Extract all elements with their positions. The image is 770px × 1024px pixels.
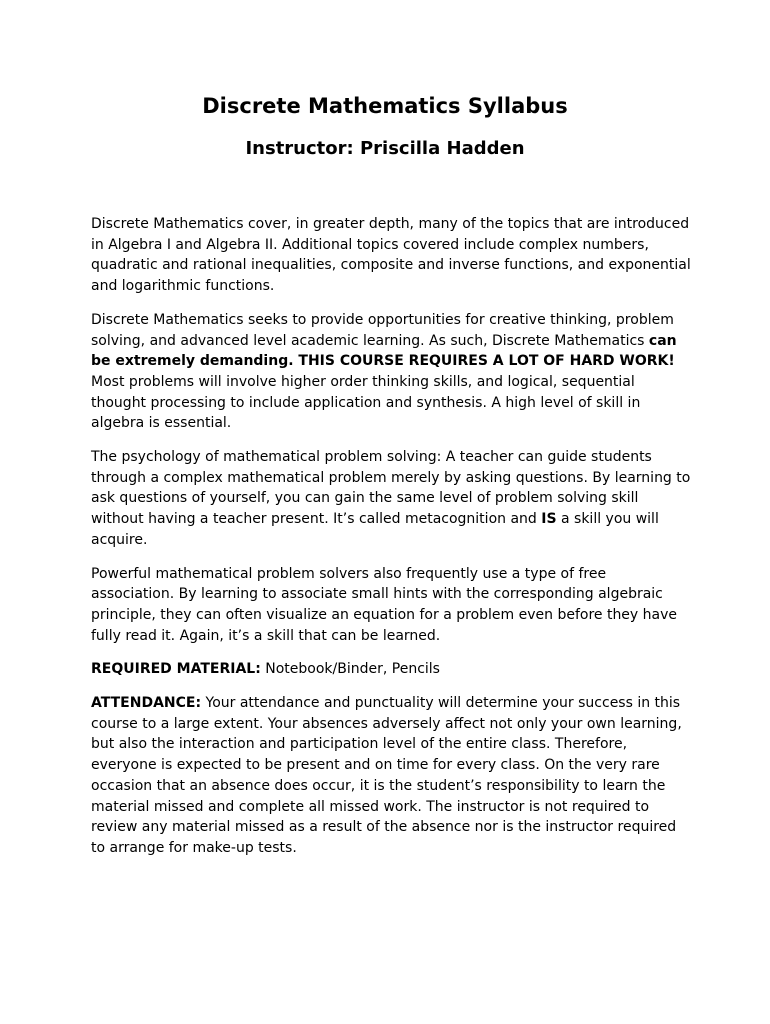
section-label-required-material: REQUIRED MATERIAL: [91, 661, 261, 678]
section-label-attendance: ATTENDANCE: [91, 695, 202, 712]
paragraph-text: Your attendance and punctuality will determine your success in this course to a large extent. Your absences adversely affect not only your own learning, but also the interaction and participation level of the entire class. Therefore, everyone is expected to be present and on time for every class. On the very rare occasion that an absence does occur, it is the student’s responsibility to learn the material missed and complete all missed work. The instructor is not required to review any material missed as a result of the absence nor is the instructor required to arrange for make-up tests. [91, 695, 682, 856]
paragraph-text: Notebook/Binder, Pencils [260, 661, 440, 678]
paragraph-text: Discrete Mathematics seeks to provide opportunities for creative thinking, problem solving, and advanced level academic learning. As such, Discrete Mathematics [91, 311, 674, 349]
paragraph-emphasis: can be extremely demanding. THIS COURSE REQUIRES A LOT OF HARD WORK! [91, 332, 677, 370]
instructor-line: Instructor: Priscilla Hadden [245, 138, 525, 159]
paragraph-text: Powerful mathematical problem solvers also frequently use a type of free association. By learning to associate small hints with the corresponding algebraic principle, they can often visualize an equation for a problem even before they have fully read it. Again, it’s a skill that can be learned. [91, 565, 678, 644]
paragraph-course-demands [91, 310, 691, 434]
document-title: Discrete Mathematics Syllabus [202, 94, 568, 118]
paragraph-attendance [91, 693, 691, 859]
paragraph-text: a skill you will acquire. [91, 511, 659, 548]
paragraph-course-overview [91, 214, 691, 297]
paragraph-required-material [91, 659, 691, 680]
paragraph-emphasis: IS [541, 511, 557, 528]
paragraph-text: Most problems will involve higher order thinking skills, and logical, sequential thought processing to include application and synthesis. A high level of skill in algebra is essential. [91, 373, 641, 432]
paragraph-problem-solving [91, 447, 691, 551]
paragraph-free-association [91, 564, 691, 647]
paragraph-text: Discrete Mathematics cover, in greater depth, many of the topics that are introduced in Algebra I and Algebra II. Additional topics covered include complex numbers, quadratic and rational inequalities, composite and inverse functions, and exponential and logarithmic functions. [91, 216, 691, 295]
paragraph-text: The psychology of mathematical problem solving: A teacher can guide students through a complex mathematical problem merely by asking questions. By learning to ask questions of yourself, you can gain the same level of problem solving skill without having a teacher present. It’s called metacognition and [91, 449, 691, 528]
document-body [91, 214, 691, 872]
